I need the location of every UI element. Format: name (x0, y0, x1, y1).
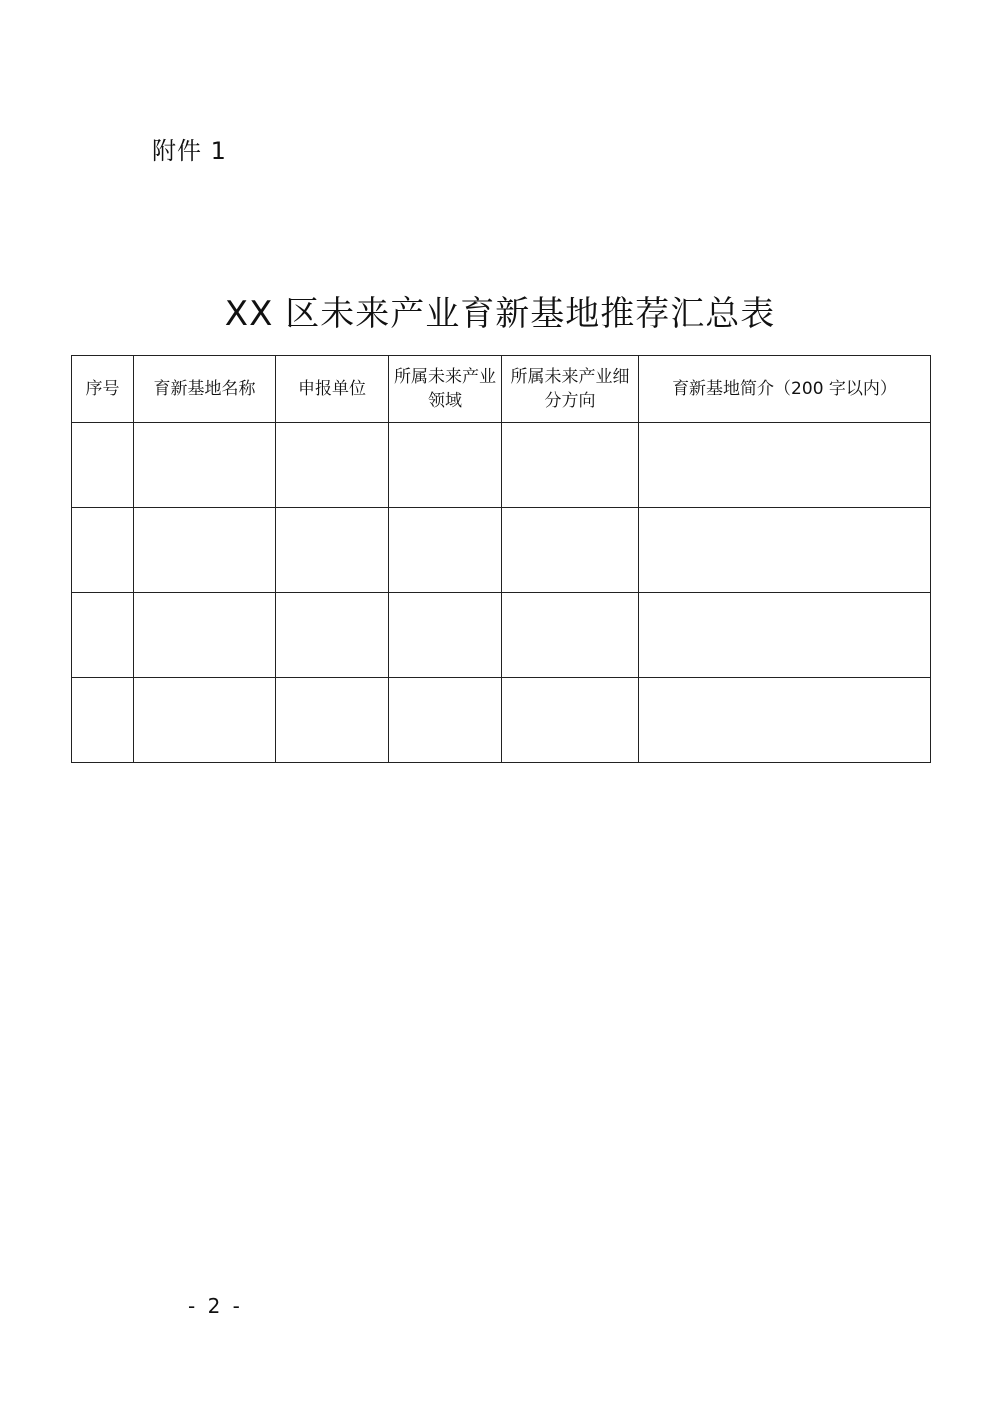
table-cell[interactable] (134, 678, 276, 763)
document-title: XX 区未来产业育新基地推荐汇总表 (224, 294, 776, 334)
table-cell[interactable] (72, 678, 134, 763)
table-row (72, 423, 931, 508)
table-cell[interactable] (389, 593, 502, 678)
table-header (72, 356, 931, 423)
table-cell[interactable] (389, 678, 502, 763)
table-cell[interactable] (639, 593, 931, 678)
table-cell[interactable] (72, 593, 134, 678)
table-cell[interactable] (134, 508, 276, 593)
page-number: - 2 - (188, 1294, 243, 1318)
header-sub-direction: 所属未来产业细分方向 (502, 356, 639, 423)
summary-table (71, 355, 931, 763)
table-cell[interactable] (389, 423, 502, 508)
header-industry-field: 所属未来产业领域 (389, 356, 502, 423)
table-row (72, 678, 931, 763)
table-cell[interactable] (639, 678, 931, 763)
table-cell[interactable] (134, 423, 276, 508)
table-row (72, 508, 931, 593)
table-body (72, 423, 931, 763)
table-row (72, 593, 931, 678)
table-cell[interactable] (502, 678, 639, 763)
table-cell[interactable] (72, 423, 134, 508)
table-cell[interactable] (502, 423, 639, 508)
table-cell[interactable] (502, 508, 639, 593)
table-cell[interactable] (639, 423, 931, 508)
header-base-intro: 育新基地简介（200 字以内） (639, 356, 931, 423)
table-cell[interactable] (134, 593, 276, 678)
attachment-label: 附件 1 (152, 137, 227, 165)
table-cell[interactable] (72, 508, 134, 593)
table-cell[interactable] (276, 593, 389, 678)
header-row (72, 356, 931, 423)
table-cell[interactable] (276, 678, 389, 763)
table-cell[interactable] (276, 508, 389, 593)
table-cell[interactable] (276, 423, 389, 508)
header-applicant-unit: 申报单位 (276, 356, 389, 423)
header-base-name: 育新基地名称 (134, 356, 276, 423)
header-serial-number: 序号 (72, 356, 134, 423)
table-cell[interactable] (502, 593, 639, 678)
table-cell[interactable] (389, 508, 502, 593)
table-cell[interactable] (639, 508, 931, 593)
